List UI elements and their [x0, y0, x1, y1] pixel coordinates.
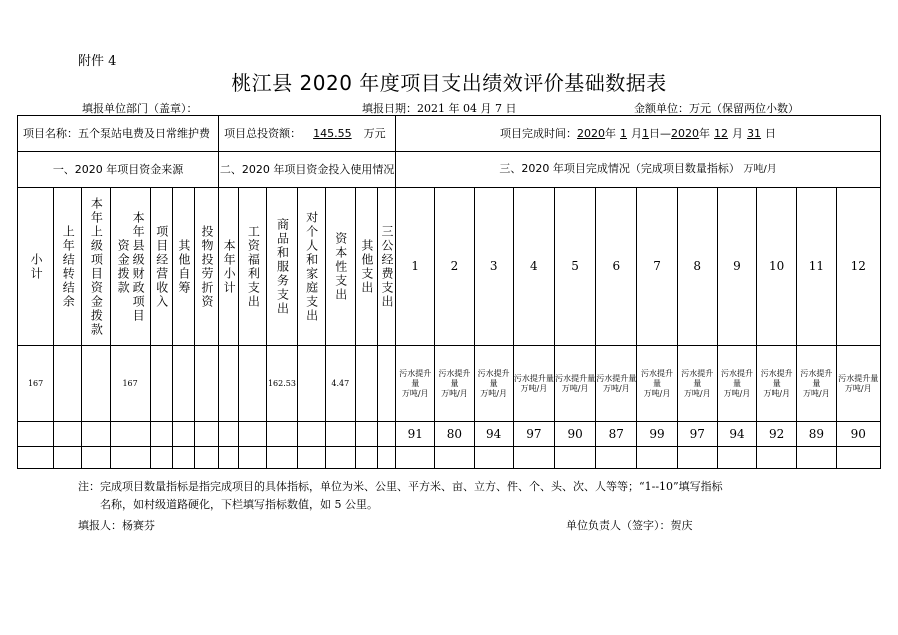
- indicator-name: 污水提升量: [555, 373, 596, 383]
- invest-unit: 万元: [363, 126, 386, 140]
- col-source-subtotal: 小计: [29, 252, 44, 281]
- done-value: 87: [596, 422, 637, 447]
- table-cell: [297, 422, 325, 447]
- table-cell: [239, 422, 267, 447]
- value-row: [18, 346, 881, 422]
- indicator-value-row: [18, 422, 881, 447]
- col-done-1: 1: [396, 188, 435, 346]
- filler-name: 填报人：杨赛芬: [78, 519, 155, 532]
- col-superior-allocation: 本年上级项目资金拨款: [89, 196, 104, 337]
- indicator-name: 污水提升量: [477, 368, 510, 388]
- col-use-subtotal: 本年小计: [222, 238, 237, 295]
- section-header-row: [18, 152, 881, 188]
- col-done-5: 5: [554, 188, 595, 346]
- table-cell: [239, 346, 267, 422]
- col-done-10: 10: [757, 188, 797, 346]
- indicator-unit: 万吨/月: [401, 388, 429, 398]
- fill-date: 填报日期：2021 年 04 月 7 日: [362, 102, 517, 115]
- table-cell: [677, 447, 717, 469]
- invest-label: 项目总投资额：: [224, 126, 302, 140]
- indicator-unit: 万吨/月: [844, 383, 872, 393]
- table-cell: [194, 447, 218, 469]
- section-funding-source: 一、2020 年项目资金来源: [18, 152, 219, 188]
- attachment-label: 附件 4: [78, 54, 117, 69]
- table-cell: [717, 447, 756, 469]
- month-char: 月: [631, 126, 643, 140]
- table-cell: [377, 346, 395, 422]
- page-title: 桃江县 2020 年度项目支出绩效评价基础数据表: [231, 71, 667, 95]
- col-done-8: 8: [677, 188, 717, 346]
- table-cell: [110, 422, 150, 447]
- indicator-cell: [717, 346, 756, 422]
- col-capital: 资本性支出: [333, 231, 348, 302]
- indicator-unit: 万吨/月: [441, 388, 468, 398]
- col-header: [18, 188, 54, 346]
- table-cell: [797, 447, 836, 469]
- table-cell: [82, 346, 110, 422]
- table-cell: [219, 422, 239, 447]
- table-cell: [297, 447, 325, 469]
- data-table: [17, 115, 881, 469]
- day-char: 日: [765, 126, 777, 140]
- note-line-1: 注：完成项目数量指标是指完成项目的具体指标，单位为米、公里、平方米、亩、立方、件、个、头、次、人等等；“1--10”填写指标: [78, 480, 723, 493]
- col-header: [355, 188, 377, 346]
- col-header: [54, 188, 82, 346]
- col-done-2: 2: [435, 188, 474, 346]
- col-in-kind: 投物投劳折资: [200, 224, 215, 309]
- table-cell: [596, 447, 637, 469]
- year-char: 年: [699, 126, 711, 140]
- indicator-name: 污水提升量: [760, 368, 793, 388]
- col-three-public: 三公经费支出: [380, 224, 395, 309]
- indicator-name: 污水提升量: [681, 368, 714, 388]
- col-done-4: 4: [513, 188, 554, 346]
- indicator-cell: [396, 346, 435, 422]
- total-investment: [219, 116, 396, 152]
- table-cell: [474, 447, 513, 469]
- col-header: [219, 188, 239, 346]
- table-cell: [194, 346, 218, 422]
- range-dash: —: [660, 126, 672, 140]
- indicator-name: 污水提升量: [720, 368, 753, 388]
- done-value: 90: [836, 422, 880, 447]
- note-line-2: 名称，如村级道路硬化，下栏填写指标数值，如 5 公里。: [100, 498, 378, 511]
- indicator-cell: [435, 346, 474, 422]
- col-done-11: 11: [797, 188, 836, 346]
- indicator-cell: [677, 346, 717, 422]
- indicator-unit: 万吨/月: [480, 388, 507, 398]
- indicator-unit: 万吨/月: [683, 388, 711, 398]
- indicator-cell: [836, 346, 880, 422]
- table-cell: 4.47: [325, 346, 355, 422]
- table-cell: [172, 447, 194, 469]
- col-operating-income: 项目经营收入: [154, 224, 169, 309]
- col-header: [377, 188, 395, 346]
- table-cell: [267, 422, 297, 447]
- year-char: 年: [605, 126, 617, 140]
- table-cell: [554, 447, 595, 469]
- invest-value: 145.55: [313, 126, 352, 140]
- project-name: 项目名称：五个泵站电费及日常维护费: [18, 116, 219, 152]
- table-cell: [836, 447, 880, 469]
- start-month: 1: [620, 126, 628, 140]
- col-header: [82, 188, 110, 346]
- table-cell: [18, 447, 54, 469]
- table-cell: [54, 447, 82, 469]
- table-cell: [325, 422, 355, 447]
- table-cell: [757, 447, 797, 469]
- indicator-cell: [757, 346, 797, 422]
- col-done-3: 3: [474, 188, 513, 346]
- done-value: 89: [797, 422, 836, 447]
- table-cell: [150, 346, 172, 422]
- table-cell: [18, 422, 54, 447]
- indicator-cell: [797, 346, 836, 422]
- indicator-unit: 万吨/月: [520, 383, 548, 393]
- col-header: [172, 188, 194, 346]
- col-header: [110, 188, 150, 346]
- table-cell: [150, 447, 172, 469]
- done-value: 97: [513, 422, 554, 447]
- project-info-row: [18, 116, 881, 152]
- completion-time: [396, 116, 881, 152]
- table-cell: [377, 422, 395, 447]
- col-done-7: 7: [637, 188, 677, 346]
- responsible-person: 单位负责人（签字）：贺庆: [566, 519, 693, 532]
- indicator-name: 污水提升量: [641, 368, 674, 388]
- amount-unit: 金额单位：万元（保留两位小数）: [634, 102, 799, 115]
- col-header: [267, 188, 297, 346]
- indicator-unit: 万吨/月: [723, 388, 751, 398]
- table-cell: [435, 447, 474, 469]
- table-cell: [297, 346, 325, 422]
- section-completion: [396, 152, 881, 188]
- table-cell: 167: [18, 346, 54, 422]
- done-value: 91: [396, 422, 435, 447]
- section-completion-unit: 万吨/月: [743, 164, 777, 176]
- indicator-cell: [474, 346, 513, 422]
- table-cell: [219, 447, 239, 469]
- done-value: 94: [474, 422, 513, 447]
- indicator-cell: [596, 346, 637, 422]
- indicator-cell: [637, 346, 677, 422]
- col-header: [297, 188, 325, 346]
- col-goods-services: 商品和服务支出: [275, 217, 290, 316]
- indicator-name: 污水提升量: [513, 373, 554, 383]
- done-value: 94: [717, 422, 756, 447]
- col-done-12: 12: [836, 188, 880, 346]
- table-cell: [396, 447, 435, 469]
- end-day: 31: [747, 126, 762, 140]
- end-year: 2020: [671, 126, 700, 140]
- table-cell: [267, 447, 297, 469]
- section-completion-title: 三、2020 年项目完成情况（完成项目数量指标）: [499, 162, 740, 176]
- col-other-expense: 其他支出: [359, 238, 374, 295]
- table-cell: [355, 422, 377, 447]
- table-cell: [377, 447, 395, 469]
- indicator-name: 污水提升量: [438, 368, 471, 388]
- table-cell: [54, 422, 82, 447]
- col-header: [150, 188, 172, 346]
- done-value: 99: [637, 422, 677, 447]
- table-cell: [239, 447, 267, 469]
- indicator-unit: 万吨/月: [763, 388, 791, 398]
- indicator-name: 污水提升量: [800, 368, 833, 388]
- completion-label: 项目完成时间：: [500, 126, 578, 140]
- indicator-cell: [554, 346, 595, 422]
- table-cell: [54, 346, 82, 422]
- indicator-unit: 万吨/月: [561, 383, 589, 393]
- table-cell: 162.53: [267, 346, 297, 422]
- month-char: 月: [732, 126, 744, 140]
- table-cell: [637, 447, 677, 469]
- table-cell: [172, 346, 194, 422]
- blank-row: [18, 447, 881, 469]
- col-prior-balance: 上年结转结余: [61, 224, 76, 309]
- col-header: [194, 188, 218, 346]
- done-value: 97: [677, 422, 717, 447]
- table-cell: [172, 422, 194, 447]
- col-self-raised: 其他自筹: [176, 238, 191, 295]
- table-cell: [194, 422, 218, 447]
- day-char: 日: [649, 126, 661, 140]
- indicator-unit: 万吨/月: [643, 388, 671, 398]
- indicator-cell: [513, 346, 554, 422]
- table-cell: [355, 447, 377, 469]
- col-county-allocation: 本年县级财政项目资金拨款: [116, 210, 146, 323]
- col-header: [325, 188, 355, 346]
- table-cell: [219, 346, 239, 422]
- indicator-name: 污水提升量: [838, 373, 879, 383]
- col-individuals: 对个人和家庭支出: [304, 210, 319, 323]
- col-wages: 工资福利支出: [246, 224, 261, 309]
- start-day: 1: [642, 126, 650, 140]
- done-value: 92: [757, 422, 797, 447]
- col-done-6: 6: [596, 188, 637, 346]
- col-done-9: 9: [717, 188, 756, 346]
- table-cell: [325, 447, 355, 469]
- start-year: 2020: [577, 126, 606, 140]
- table-cell: [513, 447, 554, 469]
- table-cell: [82, 422, 110, 447]
- indicator-name: 污水提升量: [596, 373, 637, 383]
- table-cell: [110, 447, 150, 469]
- table-cell: [150, 422, 172, 447]
- end-month: 12: [714, 126, 729, 140]
- indicator-name: 污水提升量: [399, 368, 432, 388]
- filler-unit-label: 填报单位部门（盖章）：: [82, 102, 198, 115]
- done-value: 90: [554, 422, 595, 447]
- table-cell: [355, 346, 377, 422]
- done-value: 80: [435, 422, 474, 447]
- indicator-unit: 万吨/月: [602, 383, 630, 393]
- section-funding-use: 二、2020 年项目资金投入使用情况: [219, 152, 396, 188]
- indicator-unit: 万吨/月: [803, 388, 830, 398]
- col-header: [239, 188, 267, 346]
- table-cell: [82, 447, 110, 469]
- column-header-row: [18, 188, 881, 346]
- table-cell: 167: [110, 346, 150, 422]
